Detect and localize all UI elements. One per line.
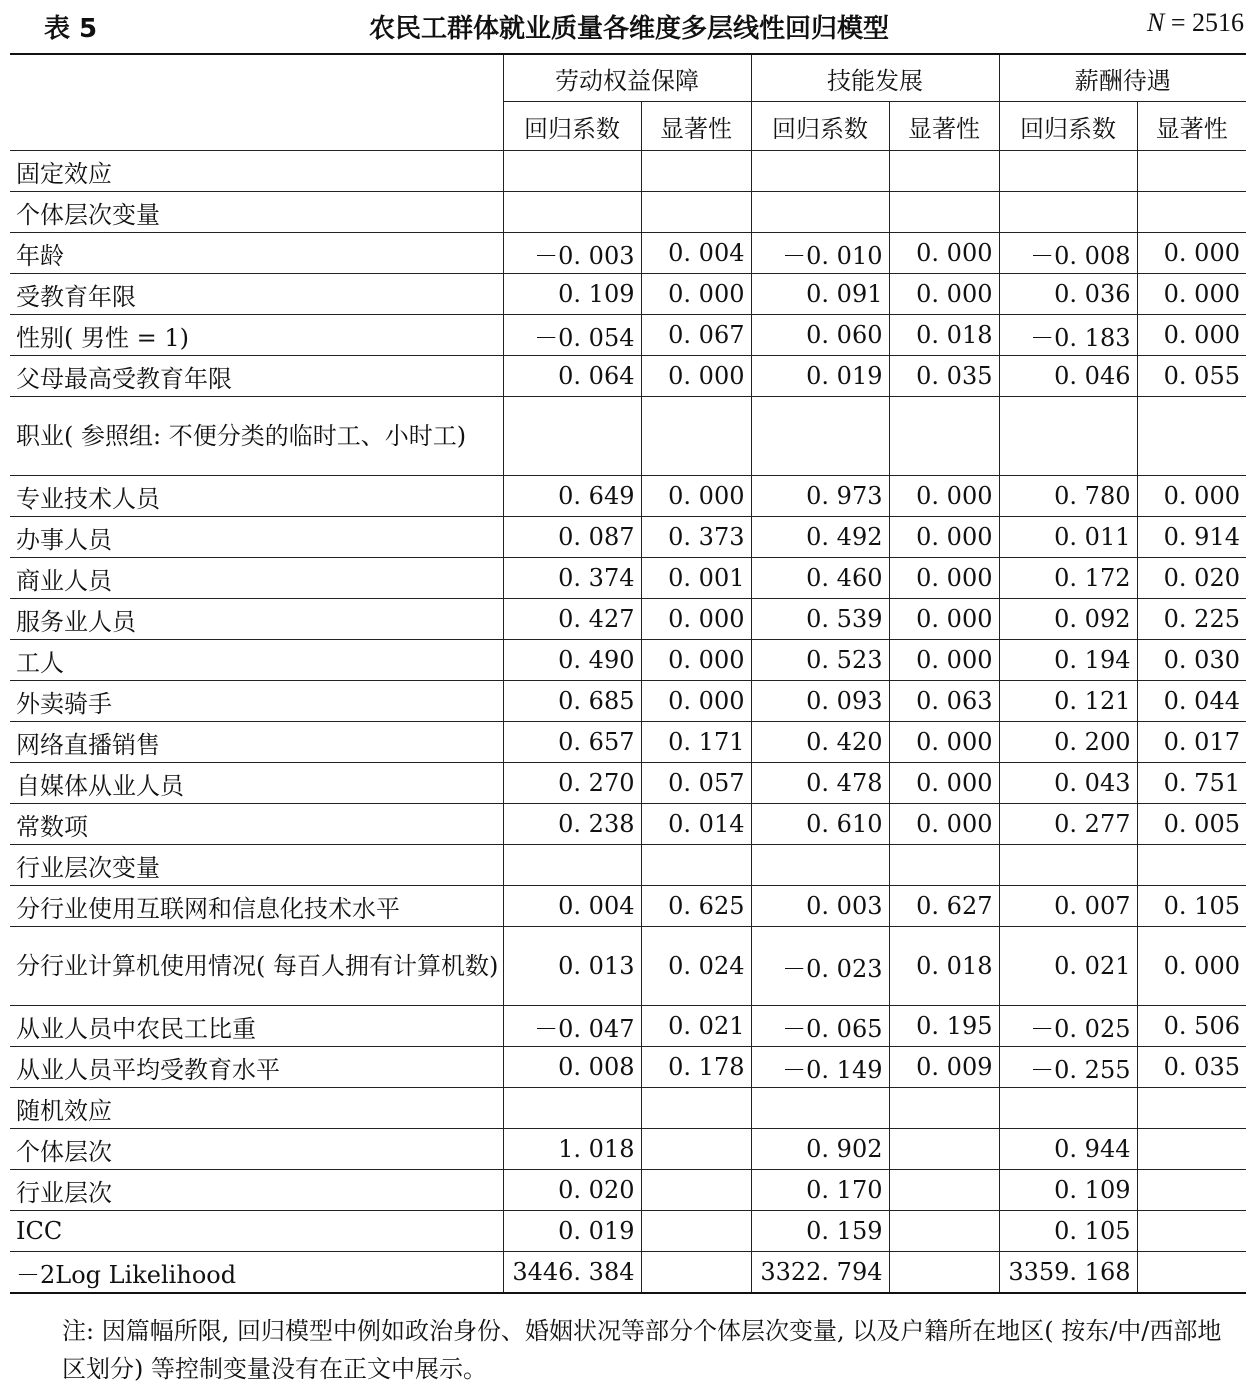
coefficient-cell: 0. 004 bbox=[503, 886, 641, 927]
coefficient-cell: －0. 047 bbox=[503, 1006, 641, 1047]
table-row bbox=[10, 1252, 1246, 1294]
header-group: 技能发展 bbox=[751, 54, 999, 102]
significance-cell bbox=[889, 1129, 999, 1170]
significance-cell bbox=[1137, 845, 1246, 886]
table-row bbox=[10, 845, 1246, 886]
table-row bbox=[10, 315, 1246, 356]
coefficient-cell: 0. 427 bbox=[503, 599, 641, 640]
coefficient-cell: 0. 478 bbox=[751, 763, 889, 804]
coefficient-cell: －0. 008 bbox=[999, 233, 1137, 274]
coefficient-cell: 0. 490 bbox=[503, 640, 641, 681]
coefficient-cell bbox=[503, 192, 641, 233]
coefficient-cell: 0. 374 bbox=[503, 558, 641, 599]
coefficient-cell bbox=[751, 192, 889, 233]
significance-cell bbox=[641, 192, 751, 233]
table-row bbox=[10, 1170, 1246, 1211]
coefficient-cell: 0. 092 bbox=[999, 599, 1137, 640]
significance-cell: 0. 063 bbox=[889, 681, 999, 722]
row-label: 行业层次 bbox=[10, 1170, 503, 1211]
significance-cell: 0. 035 bbox=[1137, 1047, 1246, 1088]
row-label: ICC bbox=[10, 1211, 503, 1252]
coefficient-cell: 0. 091 bbox=[751, 274, 889, 315]
row-label: 服务业人员 bbox=[10, 599, 503, 640]
coefficient-cell: －0. 255 bbox=[999, 1047, 1137, 1088]
table-row bbox=[10, 722, 1246, 763]
coefficient-cell: 0. 020 bbox=[503, 1170, 641, 1211]
table-row bbox=[10, 599, 1246, 640]
coefficient-cell: 3446. 384 bbox=[503, 1252, 641, 1294]
significance-cell: 0. 021 bbox=[641, 1006, 751, 1047]
header-sub: 显著性 bbox=[1137, 102, 1246, 151]
coefficient-cell: －0. 023 bbox=[751, 927, 889, 1006]
coefficient-cell: 0. 944 bbox=[999, 1129, 1137, 1170]
significance-cell: 0. 000 bbox=[889, 722, 999, 763]
significance-cell: 0. 024 bbox=[641, 927, 751, 1006]
significance-cell bbox=[1137, 1170, 1246, 1211]
row-label: 从业人员中农民工比重 bbox=[10, 1006, 503, 1047]
significance-cell: 0. 009 bbox=[889, 1047, 999, 1088]
significance-cell bbox=[1137, 397, 1246, 476]
row-label: 分行业计算机使用情况( 每百人拥有计算机数) bbox=[10, 927, 503, 1006]
significance-cell bbox=[1137, 151, 1246, 192]
coefficient-cell: 0. 238 bbox=[503, 804, 641, 845]
significance-cell: 0. 000 bbox=[1137, 476, 1246, 517]
table-row bbox=[10, 1129, 1246, 1170]
coefficient-cell: 0. 270 bbox=[503, 763, 641, 804]
row-label: 年龄 bbox=[10, 233, 503, 274]
sample-size bbox=[1147, 8, 1244, 38]
significance-cell: 0. 105 bbox=[1137, 886, 1246, 927]
coefficient-cell bbox=[751, 151, 889, 192]
significance-cell: 0. 225 bbox=[1137, 599, 1246, 640]
coefficient-cell: 0. 109 bbox=[503, 274, 641, 315]
table-row bbox=[10, 640, 1246, 681]
row-label: 分行业使用互联网和信息化技术水平 bbox=[10, 886, 503, 927]
row-label: 固定效应 bbox=[10, 151, 503, 192]
significance-cell bbox=[889, 1088, 999, 1129]
row-label: 从业人员平均受教育水平 bbox=[10, 1047, 503, 1088]
significance-cell: 0. 000 bbox=[641, 640, 751, 681]
coefficient-cell: 0. 170 bbox=[751, 1170, 889, 1211]
significance-cell bbox=[889, 1170, 999, 1211]
header-corner bbox=[10, 54, 503, 151]
significance-cell: 0. 067 bbox=[641, 315, 751, 356]
significance-cell bbox=[1137, 1211, 1246, 1252]
header-sub: 回归系数 bbox=[751, 102, 889, 151]
row-label: 工人 bbox=[10, 640, 503, 681]
significance-cell bbox=[641, 845, 751, 886]
coefficient-cell: 0. 194 bbox=[999, 640, 1137, 681]
significance-cell bbox=[1137, 1129, 1246, 1170]
significance-cell bbox=[1137, 1252, 1246, 1294]
table-note: 注: 因篇幅所限, 回归模型中例如政治身份、婚姻状况等部分个体层次变量, 以及户籍所在地区( 按东/中/西部地区划分) 等控制变量没有在正文中展示。 bbox=[62, 1317, 1222, 1383]
coefficient-cell: 0. 460 bbox=[751, 558, 889, 599]
coefficient-cell: 0. 105 bbox=[999, 1211, 1137, 1252]
coefficient-cell: 0. 780 bbox=[999, 476, 1137, 517]
coefficient-cell: 0. 019 bbox=[503, 1211, 641, 1252]
significance-cell bbox=[641, 1252, 751, 1294]
row-label: 个体层次 bbox=[10, 1129, 503, 1170]
row-label: 随机效应 bbox=[10, 1088, 503, 1129]
significance-cell: 0. 000 bbox=[641, 476, 751, 517]
coefficient-cell: 0. 657 bbox=[503, 722, 641, 763]
row-label: 自媒体从业人员 bbox=[10, 763, 503, 804]
significance-cell bbox=[889, 1211, 999, 1252]
header-sub: 回归系数 bbox=[503, 102, 641, 151]
significance-cell bbox=[641, 1211, 751, 1252]
coefficient-cell bbox=[999, 192, 1137, 233]
significance-cell: 0. 000 bbox=[641, 356, 751, 397]
header-sub: 回归系数 bbox=[999, 102, 1137, 151]
row-label: 常数项 bbox=[10, 804, 503, 845]
table-row bbox=[10, 763, 1246, 804]
significance-cell bbox=[889, 192, 999, 233]
coefficient-cell bbox=[503, 1088, 641, 1129]
table-row bbox=[10, 192, 1246, 233]
significance-cell: 0. 000 bbox=[889, 233, 999, 274]
coefficient-cell: 3359. 168 bbox=[999, 1252, 1137, 1294]
significance-cell: 0. 000 bbox=[889, 476, 999, 517]
coefficient-cell: 0. 046 bbox=[999, 356, 1137, 397]
significance-cell: 0. 000 bbox=[1137, 927, 1246, 1006]
coefficient-cell: 0. 523 bbox=[751, 640, 889, 681]
header-sub: 显著性 bbox=[641, 102, 751, 151]
header-group: 劳动权益保障 bbox=[503, 54, 751, 102]
table-title: 农民工群体就业质量各维度多层线性回归模型 bbox=[368, 14, 889, 44]
coefficient-cell: 0. 087 bbox=[503, 517, 641, 558]
significance-cell: 0. 000 bbox=[889, 274, 999, 315]
significance-cell: 0. 035 bbox=[889, 356, 999, 397]
significance-cell bbox=[641, 1088, 751, 1129]
sample-size-symbol: N bbox=[1146, 8, 1165, 37]
coefficient-cell: －0. 025 bbox=[999, 1006, 1137, 1047]
significance-cell bbox=[1137, 192, 1246, 233]
significance-cell: 0. 000 bbox=[889, 804, 999, 845]
row-label: 专业技术人员 bbox=[10, 476, 503, 517]
table-row bbox=[10, 1006, 1246, 1047]
coefficient-cell bbox=[503, 397, 641, 476]
regression-table bbox=[10, 53, 1246, 1294]
significance-cell: 0. 055 bbox=[1137, 356, 1246, 397]
row-label: 网络直播销售 bbox=[10, 722, 503, 763]
significance-cell: 0. 751 bbox=[1137, 763, 1246, 804]
significance-cell: 0. 014 bbox=[641, 804, 751, 845]
coefficient-cell: 0. 492 bbox=[751, 517, 889, 558]
coefficient-cell: 0. 003 bbox=[751, 886, 889, 927]
row-label: 商业人员 bbox=[10, 558, 503, 599]
significance-cell: 0. 000 bbox=[641, 274, 751, 315]
coefficient-cell: 0. 420 bbox=[751, 722, 889, 763]
coefficient-cell: 0. 172 bbox=[999, 558, 1137, 599]
coefficient-cell: －0. 003 bbox=[503, 233, 641, 274]
significance-cell: 0. 171 bbox=[641, 722, 751, 763]
coefficient-cell bbox=[503, 845, 641, 886]
coefficient-cell bbox=[999, 845, 1137, 886]
table-row bbox=[10, 681, 1246, 722]
significance-cell: 0. 506 bbox=[1137, 1006, 1246, 1047]
coefficient-cell: 0. 685 bbox=[503, 681, 641, 722]
table-row bbox=[10, 517, 1246, 558]
significance-cell: 0. 017 bbox=[1137, 722, 1246, 763]
row-label: 个体层次变量 bbox=[10, 192, 503, 233]
coefficient-cell bbox=[999, 397, 1137, 476]
significance-cell: 0. 373 bbox=[641, 517, 751, 558]
significance-cell: 0. 000 bbox=[1137, 315, 1246, 356]
significance-cell bbox=[889, 151, 999, 192]
significance-cell bbox=[641, 397, 751, 476]
coefficient-cell: 0. 013 bbox=[503, 927, 641, 1006]
significance-cell: 0. 000 bbox=[1137, 233, 1246, 274]
coefficient-cell: 0. 539 bbox=[751, 599, 889, 640]
coefficient-cell: 3322. 794 bbox=[751, 1252, 889, 1294]
significance-cell: 0. 005 bbox=[1137, 804, 1246, 845]
coefficient-cell bbox=[999, 1088, 1137, 1129]
significance-cell: 0. 018 bbox=[889, 927, 999, 1006]
coefficient-cell: 0. 973 bbox=[751, 476, 889, 517]
table-row bbox=[10, 356, 1246, 397]
row-label: 受教育年限 bbox=[10, 274, 503, 315]
coefficient-cell: 0. 011 bbox=[999, 517, 1137, 558]
table-row bbox=[10, 1047, 1246, 1088]
coefficient-cell: 0. 093 bbox=[751, 681, 889, 722]
sample-size-value: = 2516 bbox=[1170, 8, 1244, 37]
coefficient-cell: －0. 183 bbox=[999, 315, 1137, 356]
significance-cell: 0. 020 bbox=[1137, 558, 1246, 599]
table-row bbox=[10, 558, 1246, 599]
significance-cell: 0. 914 bbox=[1137, 517, 1246, 558]
significance-cell bbox=[889, 1252, 999, 1294]
row-label: 办事人员 bbox=[10, 517, 503, 558]
significance-cell: 0. 044 bbox=[1137, 681, 1246, 722]
coefficient-cell bbox=[751, 1088, 889, 1129]
coefficient-cell: 1. 018 bbox=[503, 1129, 641, 1170]
significance-cell: 0. 001 bbox=[641, 558, 751, 599]
header-group-row bbox=[10, 54, 1246, 102]
header-sub: 显著性 bbox=[889, 102, 999, 151]
header-group: 薪酬待遇 bbox=[999, 54, 1246, 102]
row-label: －2Log Likelihood bbox=[10, 1252, 503, 1294]
coefficient-cell: 0. 008 bbox=[503, 1047, 641, 1088]
significance-cell: 0. 000 bbox=[889, 640, 999, 681]
significance-cell: 0. 057 bbox=[641, 763, 751, 804]
coefficient-cell: 0. 064 bbox=[503, 356, 641, 397]
coefficient-cell bbox=[503, 151, 641, 192]
row-label: 性别( 男性 = 1) bbox=[10, 315, 503, 356]
significance-cell: 0. 000 bbox=[641, 681, 751, 722]
coefficient-cell bbox=[999, 151, 1137, 192]
significance-cell: 0. 000 bbox=[889, 599, 999, 640]
coefficient-cell: 0. 200 bbox=[999, 722, 1137, 763]
significance-cell bbox=[641, 1170, 751, 1211]
coefficient-cell: －0. 054 bbox=[503, 315, 641, 356]
table-row bbox=[10, 1211, 1246, 1252]
significance-cell: 0. 000 bbox=[889, 763, 999, 804]
significance-cell: 0. 000 bbox=[889, 517, 999, 558]
table-row bbox=[10, 233, 1246, 274]
table-row bbox=[10, 397, 1246, 476]
coefficient-cell: 0. 109 bbox=[999, 1170, 1137, 1211]
significance-cell: 0. 178 bbox=[641, 1047, 751, 1088]
coefficient-cell: 0. 902 bbox=[751, 1129, 889, 1170]
table-body bbox=[10, 151, 1246, 1294]
row-label: 外卖骑手 bbox=[10, 681, 503, 722]
coefficient-cell: 0. 649 bbox=[503, 476, 641, 517]
significance-cell: 0. 004 bbox=[641, 233, 751, 274]
table-row bbox=[10, 886, 1246, 927]
coefficient-cell: 0. 021 bbox=[999, 927, 1137, 1006]
row-label: 行业层次变量 bbox=[10, 845, 503, 886]
table-caption bbox=[0, 0, 1258, 50]
row-label: 父母最高受教育年限 bbox=[10, 356, 503, 397]
significance-cell: 0. 625 bbox=[641, 886, 751, 927]
significance-cell: 0. 000 bbox=[641, 599, 751, 640]
significance-cell: 0. 627 bbox=[889, 886, 999, 927]
coefficient-cell: 0. 277 bbox=[999, 804, 1137, 845]
coefficient-cell: －0. 010 bbox=[751, 233, 889, 274]
significance-cell bbox=[889, 845, 999, 886]
significance-cell bbox=[641, 1129, 751, 1170]
table-row bbox=[10, 476, 1246, 517]
coefficient-cell bbox=[751, 845, 889, 886]
significance-cell: 0. 030 bbox=[1137, 640, 1246, 681]
significance-cell bbox=[889, 397, 999, 476]
coefficient-cell: －0. 149 bbox=[751, 1047, 889, 1088]
coefficient-cell: －0. 065 bbox=[751, 1006, 889, 1047]
significance-cell: 0. 195 bbox=[889, 1006, 999, 1047]
significance-cell: 0. 000 bbox=[1137, 274, 1246, 315]
coefficient-cell: 0. 159 bbox=[751, 1211, 889, 1252]
table-number: 表 5 bbox=[44, 14, 98, 44]
coefficient-cell: 0. 610 bbox=[751, 804, 889, 845]
coefficient-cell: 0. 007 bbox=[999, 886, 1137, 927]
significance-cell: 0. 018 bbox=[889, 315, 999, 356]
coefficient-cell bbox=[751, 397, 889, 476]
table-row bbox=[10, 151, 1246, 192]
coefficient-cell: 0. 060 bbox=[751, 315, 889, 356]
table-row bbox=[10, 1088, 1246, 1129]
coefficient-cell: 0. 043 bbox=[999, 763, 1137, 804]
coefficient-cell: 0. 036 bbox=[999, 274, 1137, 315]
row-label: 职业( 参照组: 不便分类的临时工、小时工) bbox=[10, 397, 503, 476]
significance-cell bbox=[1137, 1088, 1246, 1129]
significance-cell: 0. 000 bbox=[889, 558, 999, 599]
coefficient-cell: 0. 019 bbox=[751, 356, 889, 397]
significance-cell bbox=[641, 151, 751, 192]
table-row bbox=[10, 927, 1246, 1006]
table-row bbox=[10, 804, 1246, 845]
coefficient-cell: 0. 121 bbox=[999, 681, 1137, 722]
table-row bbox=[10, 274, 1246, 315]
